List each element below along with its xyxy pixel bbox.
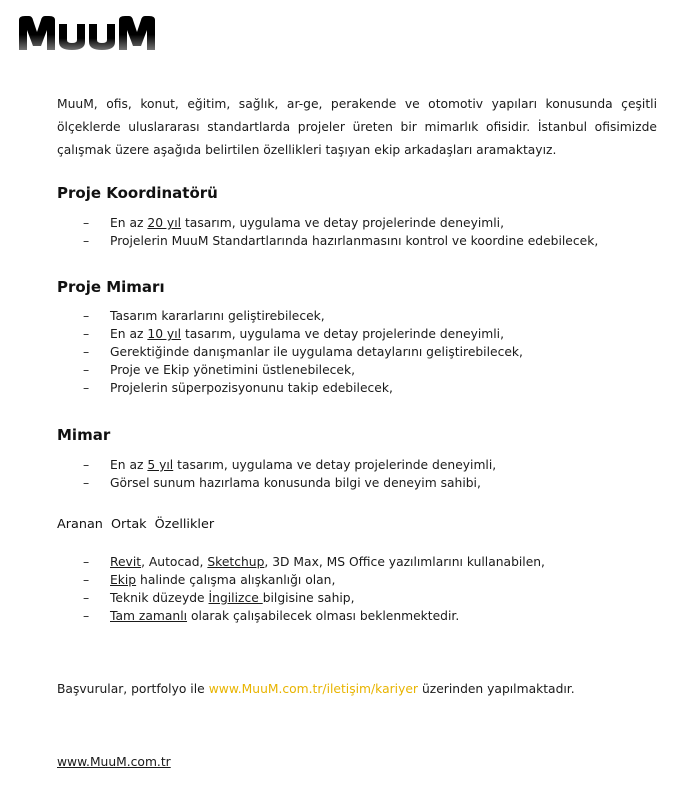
item-text: Teknik düzeyde — [110, 591, 209, 605]
item-text: Projelerin süperpozisyonunu takip edebilecek, — [110, 381, 393, 395]
item-text: Gerektiğinde danışmanlar ile uygulama detaylarını geliştirebilecek, — [110, 345, 523, 359]
list-item — [57, 361, 523, 379]
section-title-proje-koordinatoru: Proje Koordinatörü — [57, 184, 218, 202]
item-text: bilgisine sahip, — [262, 591, 355, 605]
item-text: En az — [110, 327, 148, 341]
list-item — [57, 307, 523, 325]
item-highlight: Tam zamanlı — [110, 609, 188, 623]
list-item — [57, 607, 545, 625]
list-item — [57, 214, 598, 232]
intro-paragraph: MuuM, ofis, konut, eğitim, sağlık, ar-ge, perakende ve otomotiv yapıları konusunda çeşitli ölçeklerde uluslararası standartlarda projeler üreten bir mimarlık ofisidir. İstanbul ofisimizde çalışmak üzere aşağıda belirtilen özellikleri taşıyan ekip arkadaşları aramaktayız. — [57, 97, 657, 157]
item-text: tasarım, uygulama ve detay projelerinde deneyimli, — [181, 327, 505, 341]
item-highlight: 5 yıl — [147, 458, 174, 472]
item-highlight: Revit — [110, 555, 142, 569]
item-text: Proje ve Ekip yönetimini üstlenebilecek, — [110, 363, 356, 377]
application-text: üzerinden yapılmaktadır. — [421, 682, 575, 696]
list-item — [57, 379, 523, 397]
item-text: Görsel sunum hazırlama konusunda bilgi ve deneyim sahibi, — [110, 476, 481, 490]
item-text: halinde çalışma alışkanlığı olan, — [136, 573, 336, 587]
application-note — [57, 682, 575, 696]
item-text: Tasarım kararlarını geliştirebilecek, — [110, 309, 325, 323]
item-text: , 3D Max, MS Office yazılımlarını kullanabilen, — [264, 555, 545, 569]
item-text: olarak çalışabilecek olması beklenmektedir. — [187, 609, 460, 623]
list-proje-mimari — [57, 307, 523, 397]
list-common-features — [57, 553, 545, 625]
item-highlight: Ekip — [110, 573, 137, 587]
item-highlight: 10 yıl — [147, 327, 182, 341]
list-item — [57, 232, 598, 250]
application-text: Başvurular, portfolyo ile — [57, 682, 205, 696]
item-text: tasarım, uygulama ve detay projelerinde deneyimli, — [181, 216, 505, 230]
list-item — [57, 325, 523, 343]
item-highlight: Sketchup — [207, 555, 265, 569]
muum-logo-mark — [17, 10, 162, 54]
item-highlight: 20 yıl — [147, 216, 182, 230]
section-title-mimar: Mimar — [57, 426, 111, 444]
list-item — [57, 571, 545, 589]
item-text: En az — [110, 216, 148, 230]
website-link[interactable]: www.MuuM.com.tr — [57, 755, 171, 769]
item-text: , Autocad, — [141, 555, 208, 569]
list-proje-koordinatoru — [57, 214, 598, 250]
muum-logo — [17, 10, 162, 54]
item-text: En az — [110, 458, 148, 472]
list-item — [57, 343, 523, 361]
list-item — [57, 456, 496, 474]
list-item — [57, 589, 545, 607]
list-item — [57, 474, 496, 492]
section-title-proje-mimari: Proje Mimarı — [57, 278, 165, 296]
item-highlight: İngilizce — [208, 591, 263, 605]
section-title-aranan-ortak-ozellikler: Aranan Ortak Özellikler — [57, 517, 215, 532]
item-text: Projelerin MuuM Standartlarında hazırlanmasını kontrol ve koordine edebilecek, — [110, 234, 599, 248]
career-link[interactable]: www.MuuM.com.tr/iletişim/kariyer — [208, 682, 418, 696]
list-item — [57, 553, 545, 571]
item-text: tasarım, uygulama ve detay projelerinde deneyimli, — [173, 458, 497, 472]
list-mimar — [57, 456, 496, 492]
